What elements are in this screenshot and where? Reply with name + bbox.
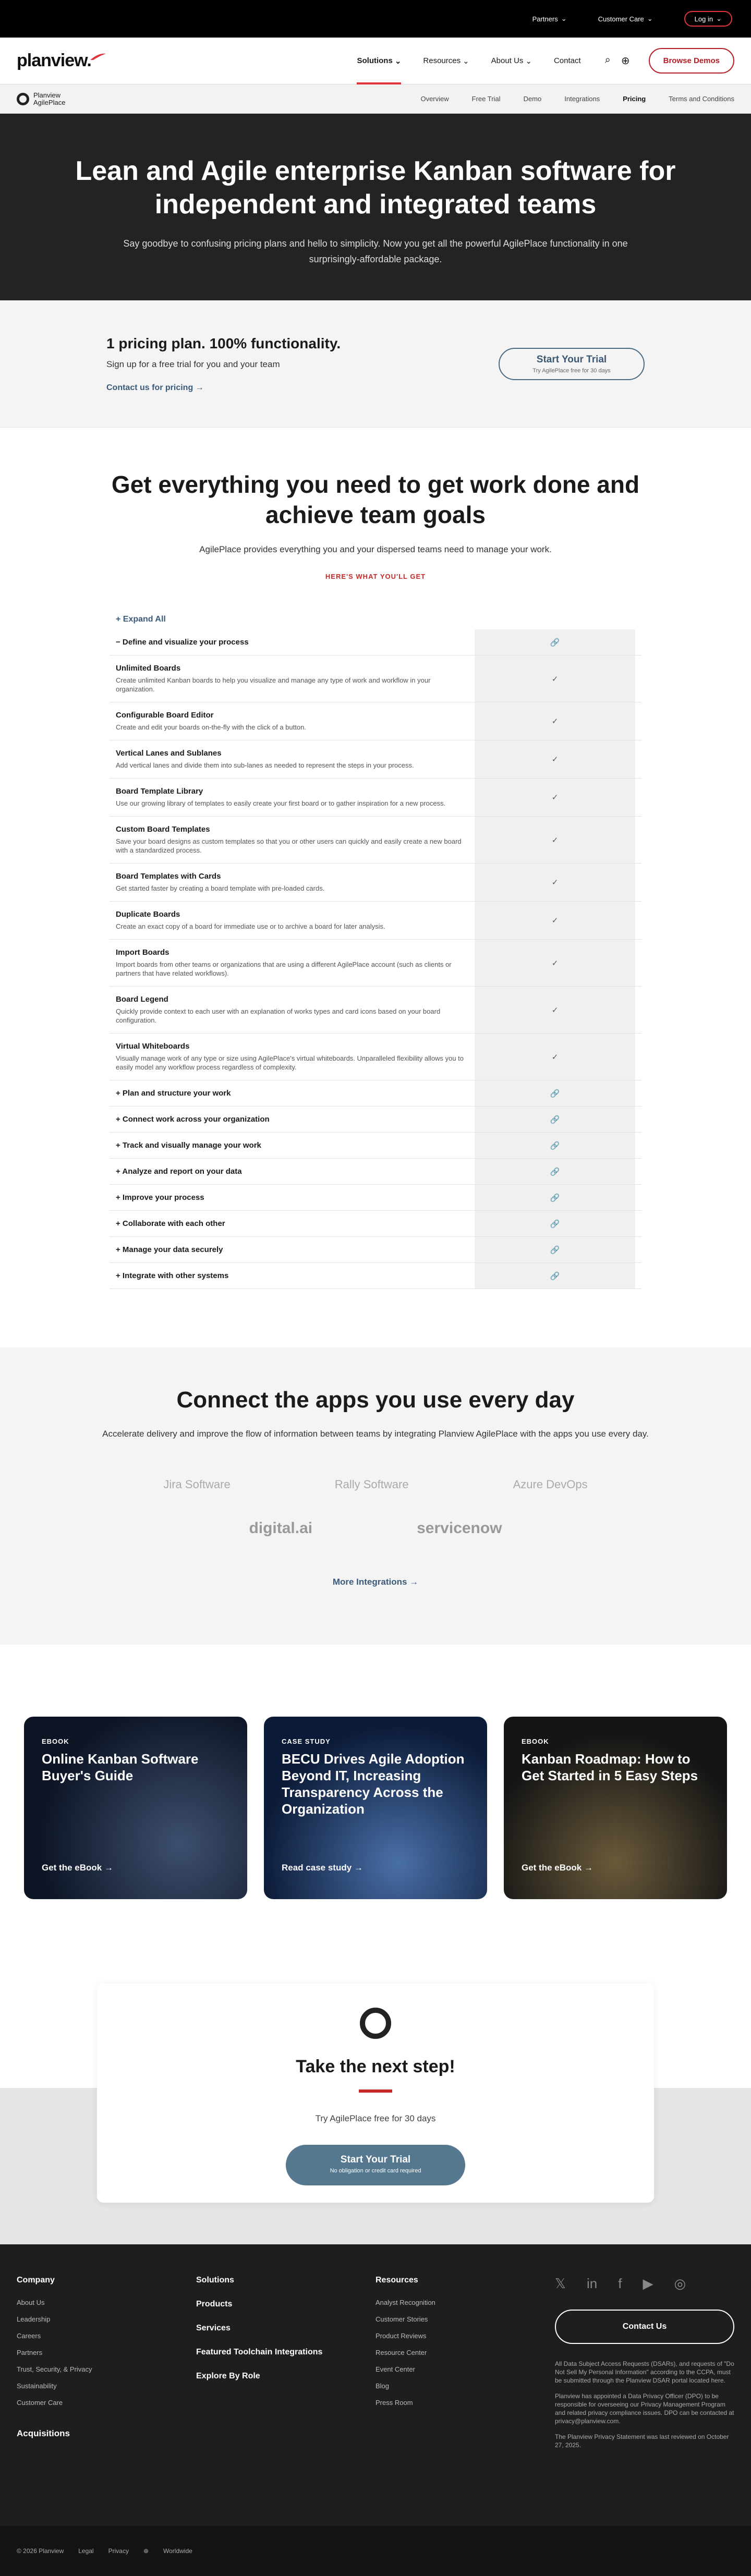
group-label: − Define and visualize your process: [116, 638, 249, 647]
group-label: + Plan and structure your work: [116, 1089, 231, 1098]
resource-card[interactable]: [264, 1717, 487, 1899]
footer: [0, 2244, 751, 2526]
feature-title: Board Templates with Cards: [116, 872, 221, 881]
feature-title: Virtual Whiteboards: [116, 1042, 190, 1051]
partners-link[interactable]: [532, 15, 567, 23]
planview-logo[interactable]: [17, 51, 107, 71]
check-icon: ✓: [475, 987, 635, 1033]
expand-all-button[interactable]: + Expand All: [116, 615, 166, 624]
chevron-down-icon: ⌄: [525, 56, 532, 66]
group-label: + Analyze and report on your data: [116, 1167, 242, 1176]
digitalai-logo: digital.ai: [249, 1520, 313, 1537]
features-title: Get everything you need to get work done and achieve team goals: [111, 471, 640, 528]
card-cta[interactable]: Get the eBook →: [522, 1863, 593, 1873]
next-step-section: [0, 1984, 751, 2244]
group-label: + Collaborate with each other: [116, 1219, 225, 1228]
divider: [359, 2089, 392, 2093]
chevron-down-icon: ⌄: [647, 15, 653, 22]
main-nav: [0, 38, 751, 84]
feature-group-row[interactable]: [110, 1263, 641, 1289]
footer-company-heading: Company: [17, 2276, 55, 2285]
resource-card[interactable]: [504, 1717, 727, 1899]
nav-solutions[interactable]: [357, 38, 401, 84]
footer-section-link[interactable]: Featured Toolchain Integrations: [196, 2348, 323, 2356]
contact-pricing-link[interactable]: Contact us for pricing →: [106, 383, 204, 392]
footer-link[interactable]: Event Center: [376, 2365, 415, 2373]
agileplace-logo[interactable]: [17, 92, 65, 106]
group-label: + Track and visually manage your work: [116, 1141, 261, 1150]
swoosh-icon: [89, 52, 107, 61]
customer-care-label: Customer Care: [598, 15, 644, 23]
feature-row: [110, 1034, 641, 1080]
globe-icon[interactable]: ⊕: [621, 55, 630, 67]
brand-text: planview.: [17, 51, 91, 70]
feature-title: Custom Board Templates: [116, 825, 210, 834]
plan-title: 1 pricing plan. 100% functionality.: [106, 335, 341, 351]
link-icon: 🔗: [475, 1107, 635, 1132]
group-label: + Connect work across your organization: [116, 1115, 270, 1124]
nav-resources-label: Resources: [423, 56, 461, 65]
footer-link[interactable]: Sustainability: [17, 2382, 57, 2390]
footer-resources-heading: Resources: [376, 2276, 418, 2285]
card-cta[interactable]: Read case study →: [282, 1863, 363, 1873]
link-icon: 🔗: [475, 629, 635, 655]
trial-sublabel: Try AgilePlace free for 30 days: [532, 367, 611, 374]
check-icon: ✓: [475, 779, 635, 816]
apps-text: Accelerate delivery and improve the flow of information between teams by integrating Planview AgilePlace with the apps you use every day.: [102, 1429, 649, 1439]
chevron-down-icon: ⌄: [463, 56, 469, 66]
check-icon: ✓: [475, 864, 635, 901]
feature-title: Board Legend: [116, 995, 168, 1004]
check-icon: ✓: [475, 902, 635, 939]
footer-link[interactable]: Customer Care: [17, 2399, 63, 2407]
feature-title: Unlimited Boards: [116, 664, 181, 673]
search-icon[interactable]: ⌕: [604, 54, 611, 66]
partners-label: Partners: [532, 15, 558, 23]
footer-section-link[interactable]: Products: [196, 2300, 233, 2308]
step-text: Try AgilePlace free for 30 days: [315, 2113, 436, 2123]
feature-desc: Visually manage work of any type or size using AgilePlace's virtual whiteboards. Unparalleled flexibility allows you to easily model any workflow process regardless of complexity.: [116, 1054, 464, 1071]
footer-section-link[interactable]: Solutions: [196, 2276, 234, 2285]
feature-desc: Create an exact copy of a board for immediate use or to archive a board for later analysis.: [116, 922, 385, 930]
card-title: Kanban Roadmap: How to Get Started in 5 Easy Steps: [522, 1751, 698, 1783]
footer-link[interactable]: Careers: [17, 2332, 41, 2340]
features-lead: AgilePlace provides everything you and your dispersed teams need to manage your work.: [199, 544, 552, 554]
acquisitions-link[interactable]: Acquisitions: [17, 2428, 70, 2438]
footer-section-link[interactable]: Services: [196, 2324, 231, 2332]
card-title: BECU Drives Agile Adoption Beyond IT, Increasing Transparency Across the Organization: [282, 1751, 465, 1817]
pricing-plan: [0, 300, 751, 428]
subnav-free-trial[interactable]: Free Trial: [471, 95, 501, 103]
check-icon: ✓: [475, 1034, 635, 1080]
feature-desc: Create and edit your boards on-the-fly with the click of a button.: [116, 723, 306, 731]
features-eyebrow: HERE'S WHAT YOU'LL GET: [325, 573, 426, 580]
footer-link[interactable]: Product Reviews: [376, 2332, 427, 2340]
facebook-icon[interactable]: f: [618, 2276, 622, 2291]
feature-group-row[interactable]: [110, 1211, 641, 1237]
agileplace-icon: [360, 2008, 391, 2039]
link-icon: 🔗: [475, 1133, 635, 1158]
feature-desc: Quickly provide context to each user with an explanation of works types and card icons based on your board configuration.: [116, 1007, 441, 1024]
link-icon: 🔗: [475, 1080, 635, 1106]
group-label: + Integrate with other systems: [116, 1271, 229, 1280]
feature-group-row[interactable]: [110, 1107, 641, 1133]
feature-group-row[interactable]: [110, 1080, 641, 1107]
link-icon: 🔗: [475, 1237, 635, 1262]
link-icon: 🔗: [475, 1185, 635, 1210]
feature-title: Vertical Lanes and Sublanes: [116, 749, 222, 758]
customer-care-link[interactable]: [598, 15, 653, 23]
feature-group-row[interactable]: [110, 629, 641, 655]
legal-text: All Data Subject Access Requests (DSARs), and requests of "Do Not Sell My Personal Information" according to the CCPA, must be submitted through the Planview DSAR portal located here.: [555, 2360, 734, 2384]
bottom-bar: [0, 2526, 751, 2576]
card-tag: EBOOK: [522, 1737, 549, 1745]
feature-desc: Create unlimited Kanban boards to help you visualize and manage any type of work and workflow in your organization.: [116, 676, 431, 693]
feature-row: [110, 655, 641, 702]
feature-title: Board Template Library: [116, 787, 203, 796]
plan-subtitle: Sign up for a free trial for you and your team: [106, 359, 280, 369]
card-tag: EBOOK: [42, 1737, 69, 1745]
footer-link[interactable]: Leadership: [17, 2315, 51, 2323]
apps-title: Connect the apps you use every day: [176, 1387, 575, 1413]
nav-about-label: About Us: [491, 56, 524, 65]
feature-desc: Save your board designs as custom templates so that you or other users can quickly and easily create a new board with a standardized process.: [116, 837, 462, 854]
feature-title: Duplicate Boards: [116, 910, 180, 919]
rally-logo: Rally Software: [334, 1478, 409, 1491]
feature-row: [110, 702, 641, 740]
feature-row: [110, 940, 641, 987]
utility-bar: [0, 0, 751, 38]
check-icon: ✓: [475, 655, 635, 702]
feature-row: [110, 987, 641, 1034]
feature-row: [110, 902, 641, 940]
legal-text: Planview has appointed a Data Privacy Officer (DPO) to be responsible for overseeing our Privacy Management Program and related privacy compliance issues. DPO can be contacted at privacy@planview.com.: [555, 2392, 734, 2425]
check-icon: ✓: [475, 740, 635, 778]
privacy-link[interactable]: Privacy: [108, 2547, 129, 2555]
x-icon[interactable]: 𝕏: [555, 2276, 566, 2291]
resource-card[interactable]: [24, 1717, 247, 1899]
footer-section-link[interactable]: Explore By Role: [196, 2372, 260, 2380]
feature-title: Configurable Board Editor: [116, 711, 214, 720]
start-trial-button[interactable]: [499, 348, 645, 380]
features-section: [0, 428, 751, 1289]
feature-table: [110, 615, 641, 1289]
subnav-overview[interactable]: Overview: [420, 95, 449, 103]
footer-link[interactable]: Press Room: [376, 2399, 413, 2407]
nav-resources[interactable]: [423, 38, 469, 84]
feature-desc: Import boards from other teams or organizations that are using a different AgilePlace account (such as clients or partners that have related workflows).: [116, 961, 452, 977]
link-icon: 🔗: [475, 1159, 635, 1184]
instagram-icon[interactable]: ◎: [674, 2276, 686, 2291]
nav-about[interactable]: [491, 38, 532, 84]
feature-row: [110, 740, 641, 779]
trial-label: Start Your Trial: [340, 2154, 411, 2165]
trial-label: Start Your Trial: [536, 354, 607, 365]
group-label: + Manage your data securely: [116, 1245, 223, 1254]
subnav-integrations[interactable]: Integrations: [564, 95, 600, 103]
chevron-down-icon: ⌄: [716, 15, 722, 22]
subnav-demo[interactable]: Demo: [523, 95, 542, 103]
footer-link[interactable]: Blog: [376, 2382, 390, 2390]
feature-row: [110, 779, 641, 817]
link-icon: 🔗: [475, 1211, 635, 1236]
hero-title: Lean and Agile enterprise Kanban software for independent and integrated teams: [75, 156, 676, 220]
check-icon: ✓: [475, 940, 635, 986]
feature-desc: Add vertical lanes and divide them into sub-lanes as needed to represent the steps in your process.: [116, 761, 414, 769]
trial-sublabel: No obligation or credit card required: [330, 2168, 421, 2174]
next-step-box: [97, 1984, 654, 2203]
nav-solutions-label: Solutions: [357, 56, 393, 65]
login-label: Log in: [694, 15, 713, 23]
globe-icon: ⊕: [143, 2547, 149, 2555]
subnav-terms[interactable]: Terms and Conditions: [669, 95, 734, 103]
step-title: Take the next step!: [296, 2057, 455, 2076]
footer-link[interactable]: Analyst Recognition: [376, 2299, 435, 2306]
card-title: Online Kanban Software Buyer's Guide: [42, 1751, 199, 1783]
footer-link[interactable]: Customer Stories: [376, 2315, 428, 2323]
chevron-down-icon: ⌄: [394, 56, 402, 66]
feature-group-row[interactable]: [110, 1133, 641, 1159]
product-subnav: [0, 84, 751, 114]
feature-desc: Use our growing library of templates to easily create your first board or to gather inspiration for a new process.: [116, 799, 446, 807]
check-icon: ✓: [475, 817, 635, 863]
jira-logo: Jira Software: [163, 1478, 231, 1491]
footer-link[interactable]: Trust, Security, & Privacy: [17, 2365, 92, 2373]
legal-link[interactable]: Legal: [78, 2547, 94, 2555]
group-label: + Improve your process: [116, 1193, 204, 1202]
footer-link[interactable]: About Us: [17, 2299, 45, 2306]
feature-row: [110, 864, 641, 902]
nav-contact[interactable]: Contact: [553, 56, 581, 65]
browse-demos-button[interactable]: Browse Demos: [649, 48, 734, 74]
worldwide-link[interactable]: Worldwide: [163, 2547, 192, 2555]
logo-line-1: Planview: [33, 91, 61, 99]
feature-desc: Get started faster by creating a board template with pre-loaded cards.: [116, 884, 325, 892]
card-cta[interactable]: Get the eBook →: [42, 1863, 113, 1873]
more-integrations-link[interactable]: More Integrations →: [332, 1577, 419, 1587]
hero-text: Say goodbye to confusing pricing plans and hello to simplicity. Now you get all the powerful AgilePlace functionality in one surprisingly-affordable package.: [123, 238, 628, 264]
link-icon: 🔗: [475, 1263, 635, 1289]
feature-row: [110, 817, 641, 864]
contact-us-button[interactable]: Contact Us: [555, 2310, 734, 2344]
footer-link[interactable]: Resource Center: [376, 2349, 427, 2356]
azure-devops-logo: Azure DevOps: [513, 1478, 588, 1491]
copyright: © 2026 Planview: [17, 2547, 64, 2555]
apps-section: [0, 1347, 751, 1645]
servicenow-logo: servicenow: [417, 1520, 502, 1537]
card-tag: CASE STUDY: [282, 1737, 331, 1745]
subnav-pricing[interactable]: Pricing: [623, 95, 646, 103]
start-trial-button[interactable]: [286, 2145, 465, 2185]
login-button[interactable]: [684, 11, 732, 27]
linkedin-icon[interactable]: in: [586, 2276, 598, 2291]
agileplace-icon: [17, 93, 29, 105]
feature-title: Import Boards: [116, 948, 169, 957]
legal-text: The Planview Privacy Statement was last reviewed on October 27, 2025.: [555, 2433, 729, 2449]
youtube-icon[interactable]: ▶: [643, 2276, 653, 2291]
feature-group-row[interactable]: [110, 1185, 641, 1211]
feature-group-row[interactable]: [110, 1237, 641, 1263]
feature-group-row[interactable]: [110, 1159, 641, 1185]
check-icon: ✓: [475, 702, 635, 740]
footer-link[interactable]: Partners: [17, 2349, 43, 2356]
hero: [0, 114, 751, 300]
logo-line-2: AgilePlace: [33, 98, 66, 106]
chevron-down-icon: ⌄: [561, 15, 567, 22]
resource-cards: [0, 1645, 751, 1899]
